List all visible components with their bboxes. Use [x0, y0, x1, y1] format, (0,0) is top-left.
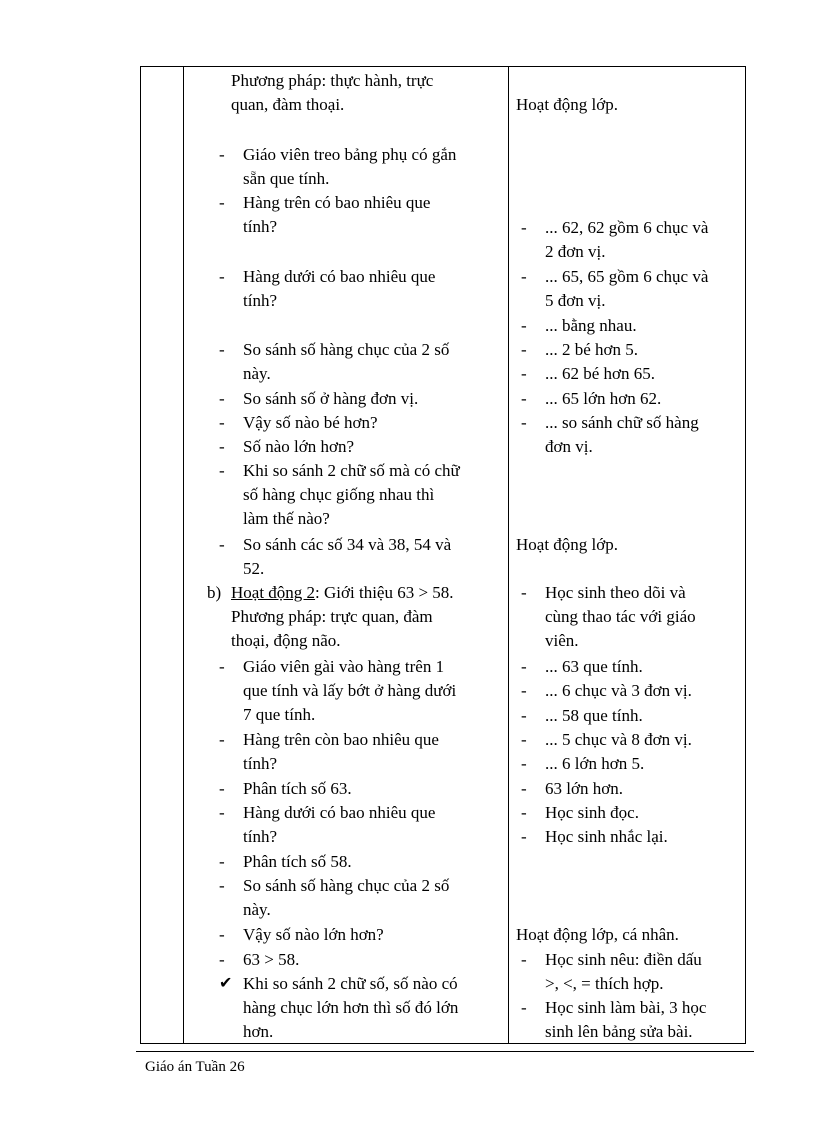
bullet-dash: -: [521, 340, 527, 359]
question-line: này.: [243, 900, 271, 919]
bullet-dash: -: [219, 657, 225, 676]
question-line: que tính và lấy bớt ở hàng dưới: [243, 681, 457, 700]
bullet-dash: -: [219, 950, 225, 969]
method-line: Phương pháp: thực hành, trực: [231, 71, 434, 90]
question-line: So sánh các số 34 và 38, 54 và: [243, 535, 452, 554]
answer-line: ... 6 chục và 3 đơn vị.: [545, 681, 692, 700]
bullet-dash: -: [219, 413, 225, 432]
bullet-dash: -: [521, 681, 527, 700]
answer-line: ... 65 lớn hơn 62.: [545, 389, 662, 408]
activity-label: Hoạt động lớp.: [516, 535, 619, 554]
bullet-dash: -: [521, 998, 527, 1017]
conclusion-line: hơn.: [243, 1022, 274, 1041]
question-line: Giáo viên treo bảng phụ có gắn: [243, 145, 457, 164]
bullet-dash: -: [521, 950, 527, 969]
bullet-dash: -: [521, 218, 527, 237]
question-line: Vậy số nào lớn hơn?: [243, 925, 384, 944]
section-b-title-rest: : Giới thiệu 63 > 58.: [315, 583, 454, 602]
section-b-marker: b): [207, 583, 222, 602]
question-line: Hàng dưới có bao nhiêu que: [243, 803, 436, 822]
bullet-dash: -: [521, 754, 527, 773]
bullet-dash: -: [521, 730, 527, 749]
answer-line: ... 65, 65 gồm 6 chục và: [545, 267, 709, 286]
bullet-dash: -: [521, 316, 527, 335]
bullet-dash: -: [219, 193, 225, 212]
bullet-dash: -: [219, 267, 225, 286]
answer-line: ... 62 bé hơn 65.: [545, 364, 656, 383]
question-line: So sánh số hàng chục của 2 số: [243, 876, 450, 895]
answer-line: Học sinh nhắc lại.: [545, 827, 668, 846]
footer-rule: [136, 1051, 754, 1052]
answer-line: ... 2 bé hơn 5.: [545, 340, 639, 359]
bullet-dash: -: [219, 925, 225, 944]
question-line: Hàng trên có bao nhiêu que: [243, 193, 431, 212]
question-line: Số nào lớn hơn?: [243, 437, 354, 456]
bullet-dash: -: [521, 779, 527, 798]
question-line: số hàng chục giống nhau thì: [243, 485, 435, 504]
question-line: Phân tích số 58.: [243, 852, 352, 871]
conclusion-line: Khi so sánh 2 chữ số, số nào có: [243, 974, 458, 993]
lesson-table: [140, 66, 746, 1044]
question-line: So sánh số ở hàng đơn vị.: [243, 389, 419, 408]
answer-line: ... bằng nhau.: [545, 316, 637, 335]
answer-line: Học sinh làm bài, 3 học: [545, 998, 707, 1017]
bullet-dash: -: [219, 145, 225, 164]
question-line: 7 que tính.: [243, 705, 316, 724]
question-line: So sánh số hàng chục của 2 số: [243, 340, 450, 359]
checkmark-icon: ✔: [219, 975, 233, 992]
bullet-dash: -: [521, 827, 527, 846]
bullet-dash: -: [521, 657, 527, 676]
bullet-dash: -: [219, 852, 225, 871]
activity-label: Hoạt động lớp.: [516, 95, 619, 114]
answer-line: 63 lớn hơn.: [545, 779, 623, 798]
answer-line: đơn vị.: [545, 437, 593, 456]
question-line: sẵn que tính.: [243, 169, 330, 188]
question-line: Hàng dưới có bao nhiêu que: [243, 267, 436, 286]
bullet-dash: -: [219, 340, 225, 359]
question-line: làm thế nào?: [243, 509, 330, 528]
answer-line: Học sinh nêu: điền dấu: [545, 950, 702, 969]
method-line: thoại, động não.: [231, 631, 341, 650]
question-line: tính?: [243, 291, 277, 310]
bullet-dash: -: [219, 779, 225, 798]
bullet-dash: -: [219, 803, 225, 822]
answer-line: 2 đơn vị.: [545, 242, 606, 261]
footer-text: Giáo án Tuần 26: [145, 1059, 245, 1075]
answer-line: viên.: [545, 631, 579, 650]
answer-line: >, <, = thích hợp.: [545, 974, 664, 993]
question-line: Vậy số nào bé hơn?: [243, 413, 378, 432]
question-line: 63 > 58.: [243, 950, 300, 969]
method-line: quan, đàm thoại.: [231, 95, 345, 114]
answer-line: sinh lên bảng sửa bài.: [545, 1022, 693, 1041]
bullet-dash: -: [521, 413, 527, 432]
bullet-dash: -: [219, 389, 225, 408]
column-divider-right: [508, 67, 509, 1043]
bullet-dash: -: [521, 583, 527, 602]
bullet-dash: -: [219, 461, 225, 480]
conclusion-line: hàng chục lớn hơn thì số đó lớn: [243, 998, 459, 1017]
answer-line: Học sinh đọc.: [545, 803, 639, 822]
answer-line: ... 5 chục và 8 đơn vị.: [545, 730, 692, 749]
method-line: Phương pháp: trực quan, đàm: [231, 607, 433, 626]
answer-line: ... 6 lớn hơn 5.: [545, 754, 645, 773]
question-line: Giáo viên gài vào hàng trên 1: [243, 657, 445, 676]
section-b-heading: [231, 583, 454, 603]
bullet-dash: -: [521, 803, 527, 822]
answer-line: ... so sánh chữ số hàng: [545, 413, 699, 432]
question-line: tính?: [243, 827, 277, 846]
bullet-dash: -: [521, 364, 527, 383]
question-line: tính?: [243, 754, 277, 773]
bullet-dash: -: [521, 267, 527, 286]
answer-line: cùng thao tác với giáo: [545, 607, 696, 626]
answer-line: 5 đơn vị.: [545, 291, 606, 310]
question-line: tính?: [243, 217, 277, 236]
answer-line: Học sinh theo dõi và: [545, 583, 686, 602]
answer-line: ... 58 que tính.: [545, 706, 643, 725]
bullet-dash: -: [219, 437, 225, 456]
bullet-dash: -: [219, 730, 225, 749]
section-b-title: Hoạt động 2: [231, 583, 316, 602]
question-line: Hàng trên còn bao nhiêu que: [243, 730, 439, 749]
answer-line: ... 63 que tính.: [545, 657, 643, 676]
bullet-dash: -: [521, 706, 527, 725]
question-line: Phân tích số 63.: [243, 779, 352, 798]
answer-line: ... 62, 62 gồm 6 chục và: [545, 218, 709, 237]
column-divider-left: [183, 67, 184, 1043]
bullet-dash: -: [219, 535, 225, 554]
bullet-dash: -: [521, 389, 527, 408]
question-line: Khi so sánh 2 chữ số mà có chữ: [243, 461, 460, 480]
activity-label: Hoạt động lớp, cá nhân.: [516, 925, 679, 944]
question-line: này.: [243, 364, 271, 383]
question-line: 52.: [243, 559, 265, 578]
bullet-dash: -: [219, 876, 225, 895]
